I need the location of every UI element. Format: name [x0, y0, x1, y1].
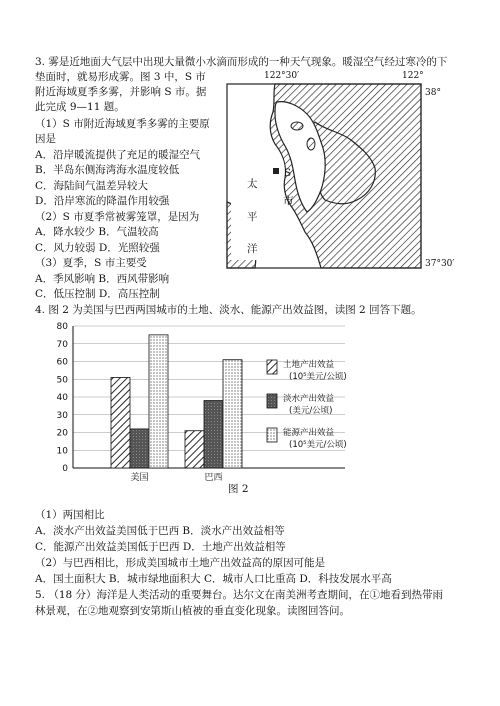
y-tick-label: 20	[56, 428, 68, 439]
map-island	[291, 122, 303, 130]
bar	[223, 360, 242, 468]
bar	[204, 401, 223, 468]
q3-sub1-stem-line2: 因是	[35, 133, 56, 145]
q3-sub1-option-a: A．沿岸暖流提供了充足的暖湿空气	[35, 149, 201, 161]
x-tick-label: 巴西	[204, 473, 223, 483]
y-tick-label: 40	[56, 393, 68, 403]
y-tick-label: 70	[56, 339, 68, 350]
x-tick-label: 美国	[130, 473, 149, 483]
legend-label: 土地产出效益	[283, 360, 335, 370]
bar	[111, 377, 130, 468]
chart-caption: 图 2	[228, 483, 249, 495]
legend-unit: (美元/公顷)	[289, 406, 333, 416]
city-s-marker	[273, 168, 279, 174]
bar	[130, 429, 149, 468]
q3-sub2-stem: （2）S 市夏季常被雾笼罩，是因为	[35, 211, 200, 223]
legend-unit: (10⁵美元/公顷)	[289, 372, 347, 382]
q4-sub2-options: A．国土面积大 B．城市绿地面积大 C．城市人口比重高 D．科技发展水平高	[35, 573, 392, 585]
map-longitude-right: 122°	[402, 71, 424, 81]
q3-sub3-stem: （3）夏季，S 市主要受	[35, 257, 147, 269]
map-ocean-label-2: 平	[247, 211, 258, 223]
q3-intro-line2: 垫面时，就易形成雾。图 3 中，S 市	[35, 71, 206, 83]
q3-sub1-option-c: C．海陆间气温差异较大	[35, 180, 149, 192]
map-city-letter: S	[284, 167, 292, 179]
q5-line2: 林景观，在②地观察到安第斯山植被的垂直变化现象。读图回答问。	[35, 605, 350, 617]
q4-sub2-stem: （2）与巴西相比，形成美国城市土地产出效益高的原因可能是	[35, 557, 326, 569]
bar	[185, 431, 204, 468]
q4-sub1-options-line1: A．淡水产出效益美国低于巴西 B．淡水产出效益相等	[35, 525, 285, 537]
q3-sub3-options-line2: C．低压控制 D．高压控制	[35, 288, 160, 300]
q3-sub2-options-line2: C．风力较弱 D．光照较强	[35, 242, 160, 254]
q5-line1: 5. （18 分）海洋是人类活动的重要舞台。达尔文在南美洲考查期间，在①地看到热带雨	[35, 589, 444, 601]
map-city-char: 市	[283, 195, 294, 207]
q4-sub1-options-line2: C．能源产出效益美国低于巴西 D．土地产出效益相等	[35, 541, 286, 553]
q3-sub2-options-line1: A．降水较少 B．气温较高	[35, 226, 159, 238]
q3-intro-line4: 此完成 9—11 题。	[35, 101, 125, 113]
y-tick-label: 80	[56, 322, 68, 332]
map-latitude-top: 38°	[425, 88, 441, 98]
legend-label: 能源产出效益	[283, 428, 335, 438]
q3-sub1-option-b: B．半岛东侧海湾海水温度较低	[35, 164, 180, 176]
bar-chart	[45, 318, 470, 503]
legend-label: 淡水产出效益	[283, 394, 335, 404]
q4-intro: 4. 图 2 为美国与巴西两国城市的土地、淡水、能源产出效益图，读图 2 回答下题。	[35, 304, 422, 316]
bar	[149, 335, 168, 468]
map-latitude-bottom: 37°30′	[425, 259, 455, 269]
map-ocean-label-3: 洋	[247, 243, 258, 255]
map-island	[307, 138, 315, 150]
y-tick-label: 60	[56, 357, 68, 368]
legend-swatch	[267, 360, 277, 374]
legend-swatch	[267, 428, 277, 442]
map-ocean-label-1: 太	[247, 178, 258, 190]
legend-swatch	[267, 394, 277, 408]
q3-intro-line3: 附近海域夏季多雾，并影响 S 市。据	[35, 86, 207, 98]
legend-unit: (10⁵美元/公顷)	[289, 440, 347, 450]
q3-intro-line1: 3. 雾是近地面大气层中出现大量微小水滴而形成的一种天气现象。暖湿空气经过寒冷的下	[35, 56, 448, 68]
q3-sub3-options-line1: A．季风影响 B．西风带影响	[35, 273, 170, 285]
y-tick-label: 30	[56, 410, 68, 421]
q3-sub1-stem-line1: （1）S 市附近海域夏季多雾的主要原	[35, 118, 210, 130]
y-tick-label: 50	[56, 375, 68, 386]
y-tick-label: 10	[56, 446, 68, 457]
q4-sub1-stem: （1）两国相比	[35, 509, 105, 521]
q3-sub1-option-d: D．沿岸寒流的降温作用较强	[35, 195, 170, 207]
y-tick-label: 0	[62, 464, 68, 474]
map-longitude-left: 122°30′	[264, 71, 300, 81]
